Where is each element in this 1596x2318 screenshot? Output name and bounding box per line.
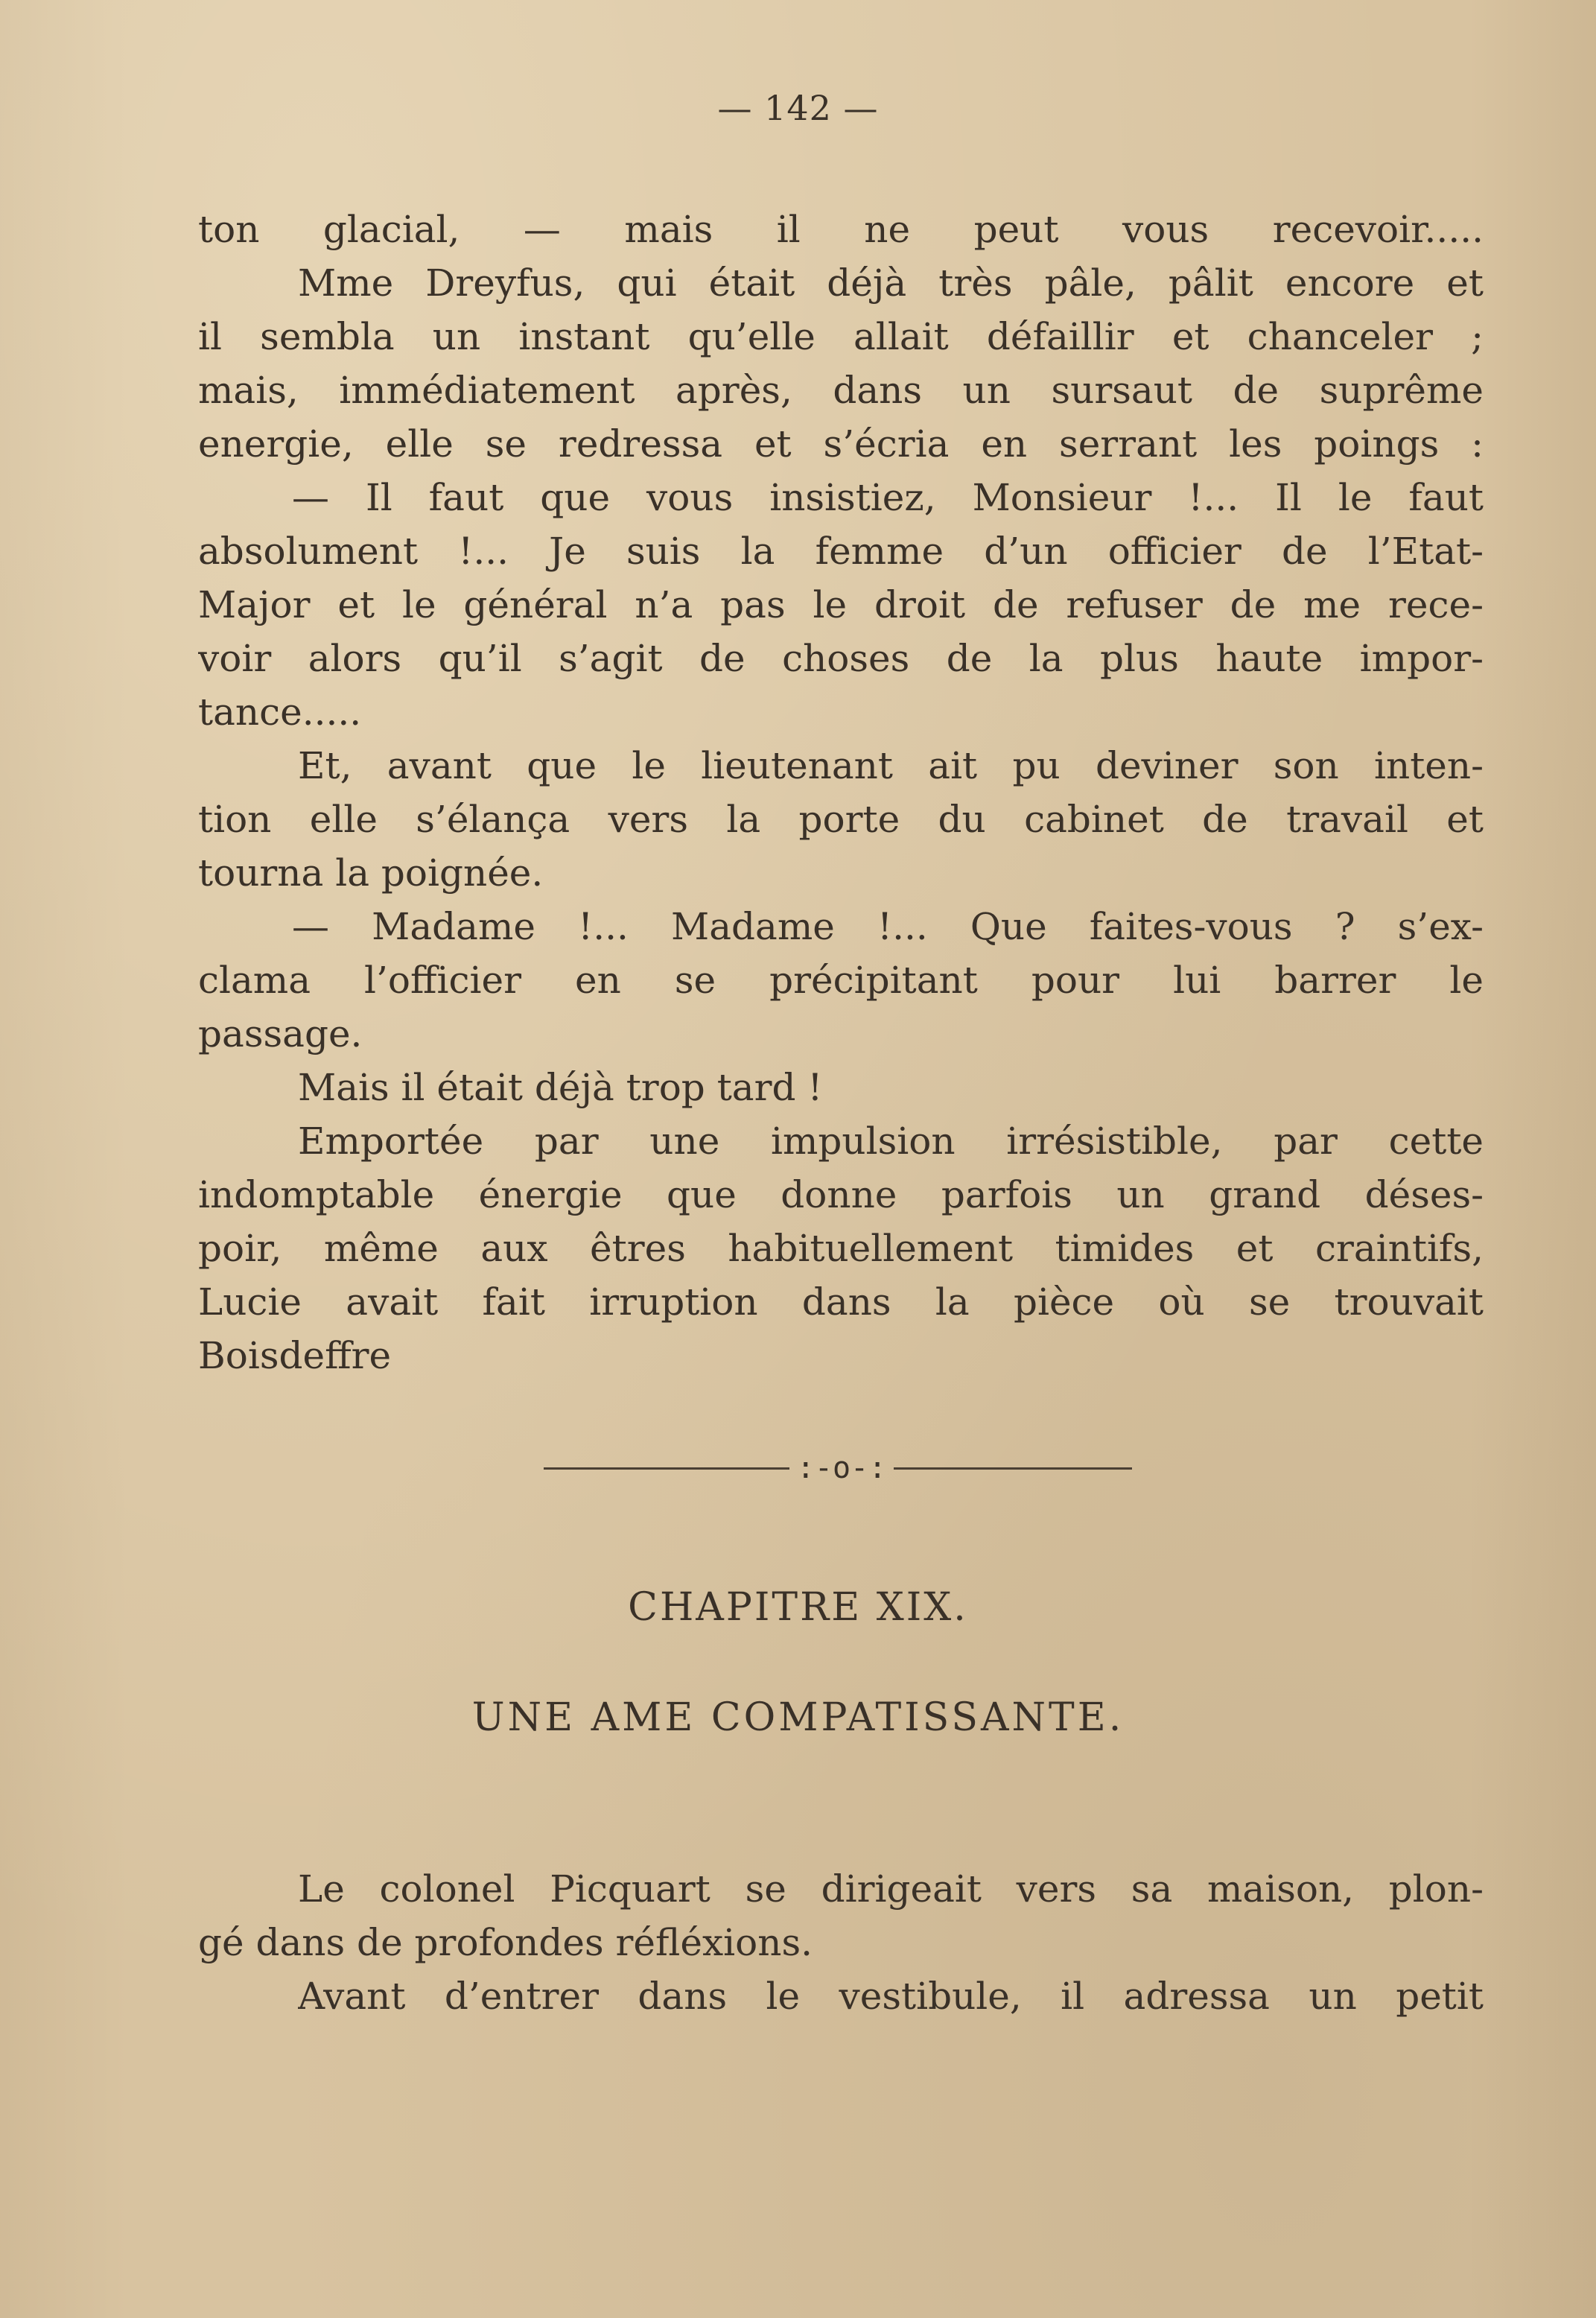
text-line: Major et le général n’a pas le droit de refuser de me rece- bbox=[198, 583, 1484, 626]
text-line: indomptable énergie que donne parfois un grand déses- bbox=[198, 1173, 1484, 1216]
chapter-text-line: Le colonel Picquart se dirigeait vers sa maison, plon- bbox=[298, 1867, 1484, 1911]
text-line: passage. bbox=[198, 1012, 363, 1055]
text-line: Mais il était déjà trop tard ! bbox=[298, 1066, 823, 1109]
text-line: Emportée par une impulsion irrésistible, par cette bbox=[298, 1120, 1484, 1163]
text-line: tance..... bbox=[198, 690, 362, 734]
chapter-text-line: Avant d’entrer dans le vestibule, il adressa un petit bbox=[298, 1975, 1484, 2018]
chapter-text-line: gé dans de profondes réfléxions. bbox=[198, 1921, 813, 1964]
page-number: — 142 — bbox=[717, 88, 879, 128]
text-line: — Madame !... Madame !... Que faites-vous ? s’ex- bbox=[292, 905, 1484, 948]
text-line: clama l’officier en se précipitant pour lui barrer le bbox=[198, 959, 1484, 1002]
text-line: tion elle s’élança vers la porte du cabinet de travail et bbox=[198, 798, 1484, 841]
text-line: Et, avant que le lieutenant ait pu deviner son inten- bbox=[298, 744, 1484, 787]
text-line: Boisdeffre bbox=[198, 1334, 392, 1377]
text-line: mais, immédiatement après, dans un sursaut de suprême bbox=[198, 369, 1484, 412]
text-line: tourna la poignée. bbox=[198, 851, 544, 895]
chapter-subtitle: UNE AME COMPATISSANTE. bbox=[471, 1695, 1125, 1740]
separator-rule-left bbox=[544, 1467, 789, 1470]
text-line: il sembla un instant qu’elle allait défaillir et chanceler ; bbox=[198, 315, 1484, 358]
chapter-title: CHAPITRE XIX. bbox=[628, 1585, 968, 1630]
separator-rule-right bbox=[894, 1467, 1132, 1470]
text-line: ton glacial, — mais il ne peut vous recevoir..... bbox=[198, 208, 1484, 251]
text-line: poir, même aux êtres habituellement timides et craintifs, bbox=[198, 1227, 1484, 1270]
text-line: — Il faut que vous insistiez, Monsieur !... Il le faut bbox=[292, 476, 1484, 519]
section-separator bbox=[0, 1445, 1596, 1490]
text-line: Mme Dreyfus, qui était déjà très pâle, pâlit encore et bbox=[298, 261, 1484, 305]
text-line: Lucie avait fait irruption dans la pièce où se trouvait bbox=[198, 1280, 1484, 1324]
text-line: voir alors qu’il s’agit de choses de la plus haute impor- bbox=[198, 637, 1484, 680]
text-line: absolument !... Je suis la femme d’un officier de l’Etat- bbox=[198, 530, 1484, 573]
separator-mark: :-o-: bbox=[796, 1451, 887, 1485]
text-line: energie, elle se redressa et s’écria en serrant les poings : bbox=[198, 422, 1484, 466]
